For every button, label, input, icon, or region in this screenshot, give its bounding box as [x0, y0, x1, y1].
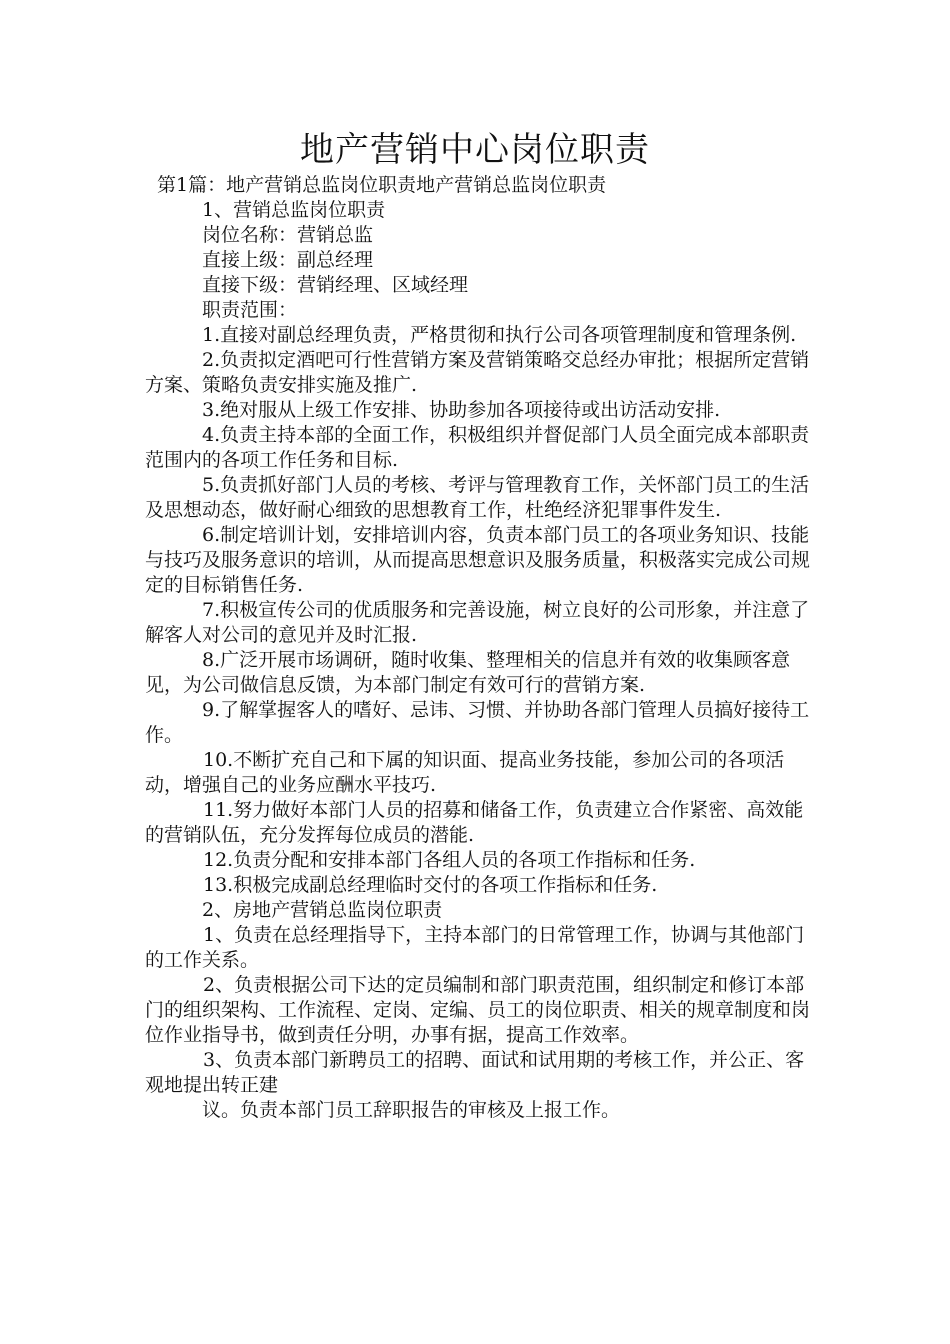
responsibility-scope-label: 职责范围：: [202, 299, 298, 321]
duty-item: 2、负责根据公司下达的定员编制和部门职责范围，组织制定和修订本部门的组织架构、工作流程、定岗、定编、员工的岗位职责、相关的规章制度和岗位作业指导书，做到责任分明，办事有据，提高工作效率。: [145, 974, 811, 1046]
duty-item: 9.了解掌握客人的嗜好、忌讳、习惯、并协助各部门管理人员搞好接待工作。: [145, 699, 810, 746]
position-name: 岗位名称：营销总监: [202, 224, 374, 246]
section-heading: 2、房地产营销总监岗位职责: [202, 899, 443, 921]
duty-item: 10.不断扩充自己和下属的知识面、提高业务技能，参加公司的各项活动，增强自己的业务应酬水平技巧.: [145, 749, 785, 796]
direct-subordinate: 直接下级：营销经理、区域经理: [202, 274, 469, 296]
duty-item: 13.积极完成副总经理临时交付的各项工作指标和任务.: [203, 874, 658, 896]
duty-item: 3.绝对服从上级工作安排、协助参加各项接待或出访活动安排.: [202, 399, 721, 421]
duty-item: 12.负责分配和安排本部门各组人员的各项工作指标和任务.: [203, 849, 696, 871]
duty-item-continuation: 议。负责本部门员工辞职报告的审核及上报工作。: [202, 1099, 621, 1121]
document-title: 地产营销中心岗位职责: [300, 130, 650, 170]
duty-item: 11.努力做好本部门人员的招募和储备工作，负责建立合作紧密、高效能的营销队伍，充分发挥每位成员的潜能.: [145, 799, 804, 846]
duty-item: 5.负责抓好部门人员的考核、考评与管理教育工作，关怀部门员工的生活及思想动态，做好耐心细致的思想教育工作，杜绝经济犯罪事件发生.: [145, 474, 810, 521]
duty-item: 4.负责主持本部的全面工作，积极组织并督促部门人员全面完成本部职责范围内的各项工作任务和目标.: [145, 424, 810, 471]
direct-superior: 直接上级：副总经理: [202, 249, 374, 271]
duty-item: 6.制定培训计划，安排培训内容，负责本部门员工的各项业务知识、技能与技巧及服务意识的培训，从而提高思想意识及服务质量，积极落实完成公司规定的目标销售任务.: [145, 524, 811, 596]
duty-item: 1、负责在总经理指导下，主持本部门的日常管理工作，协调与其他部门的工作关系。: [145, 924, 805, 971]
duty-item: 7.积极宣传公司的优质服务和完善设施，树立良好的公司形象，并注意了解客人对公司的意见并及时汇报.: [145, 599, 810, 646]
duty-item: 2.负责拟定酒吧可行性营销方案及营销策略交总经办审批；根据所定营销方案、策略负责安排实施及推广.: [145, 349, 810, 396]
duty-item: 8.广泛开展市场调研，随时收集、整理相关的信息并有效的收集顾客意见，为公司做信息反馈，为本部门制定有效可行的营销方案.: [145, 649, 791, 696]
duty-item: 1.直接对副总经理负责，严格贯彻和执行公司各项管理制度和管理条例.: [202, 324, 797, 346]
document-body: [145, 173, 811, 1123]
section-heading: 1、营销总监岗位职责: [202, 199, 386, 221]
chapter-heading: 第1篇：地产营销总监岗位职责地产营销总监岗位职责: [157, 174, 607, 196]
duty-item: 3、负责本部门新聘员工的招聘、面试和试用期的考核工作，并公正、客观地提出转正建: [145, 1049, 805, 1096]
